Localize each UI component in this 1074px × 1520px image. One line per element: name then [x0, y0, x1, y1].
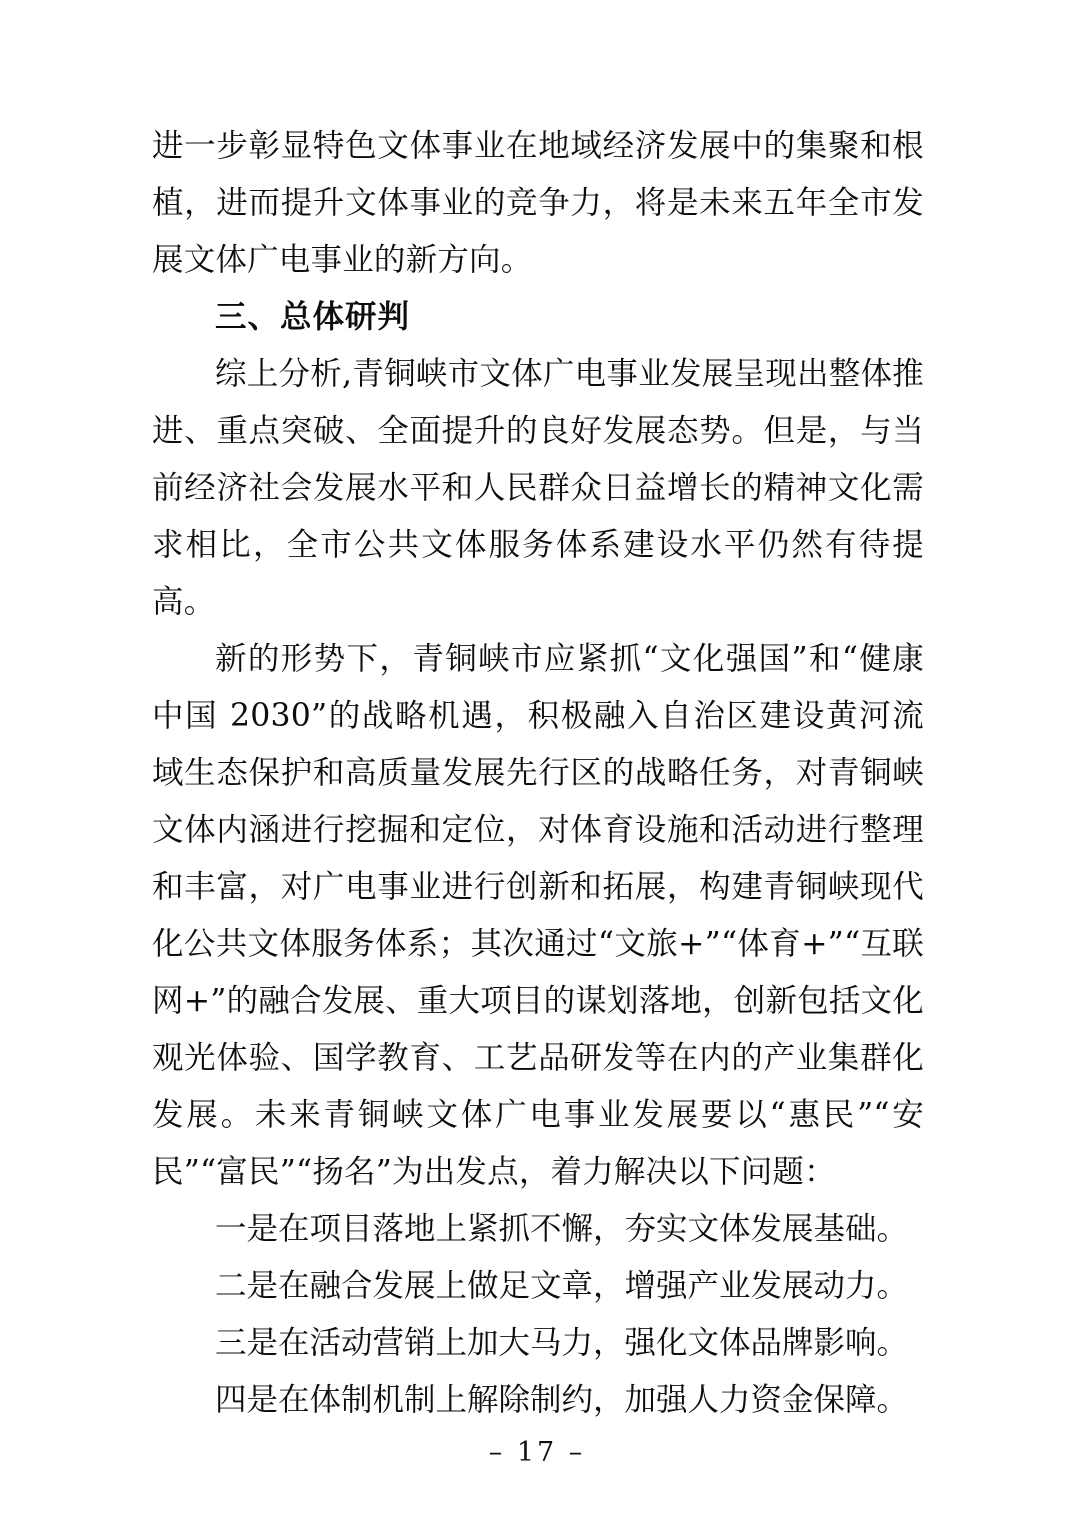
paragraph-new-situation: 新的形势下，青铜峡市应紧抓“文化强国”和“健康中国 2030”的战略机遇，积极融入自治区建设黄河流域生态保护和高质量发展先行区的战略任务，对青铜峡文体内涵进行挖掘和定位，对体育设施和活动进行整理和丰富，对广电事业进行创新和拓展，构建青铜峡现代化公共文体服务体系；其次通过“文旅+”“体育+”“互联网+”的融合发展、重大项目的谋划落地，创新包括文化观光体验、国学教育、工艺品研发等在内的产业集群化发展。未来青铜峡文体广电事业发展要以“惠民”“安民”“富民”“扬名”为出发点，着力解决以下问题： — [152, 641, 924, 1190]
paragraph-continued: 进一步彰显特色文体事业在地域经济发展中的集聚和根植，进而提升文体事业的竞争力，将是未来五年全市发展文体广电事业的新方向。 — [152, 128, 924, 278]
list-item-3: 三是在活动营销上加大马力，强化文体品牌影响。 — [215, 1325, 909, 1361]
list-item-4: 四是在体制机制上解除制约，加强人力资金保障。 — [215, 1382, 909, 1418]
section-heading-overall-judgement: 三、总体研判 — [215, 299, 411, 335]
list-item-1: 一是在项目落地上紧抓不懈，夯实文体发展基础。 — [215, 1211, 909, 1247]
list-item-2: 二是在融合发展上做足文章，增强产业发展动力。 — [215, 1268, 909, 1304]
page-number: – 17 – — [488, 1437, 586, 1468]
paragraph-summary-analysis: 综上分析,青铜峡市文体广电事业发展呈现出整体推进、重点突破、全面提升的良好发展态势。但是，与当前经济社会发展水平和人民群众日益增长的精神文化需求相比，全市公共文体服务体系建设水平仍然有待提高。 — [152, 356, 924, 620]
page-body — [152, 118, 924, 1429]
